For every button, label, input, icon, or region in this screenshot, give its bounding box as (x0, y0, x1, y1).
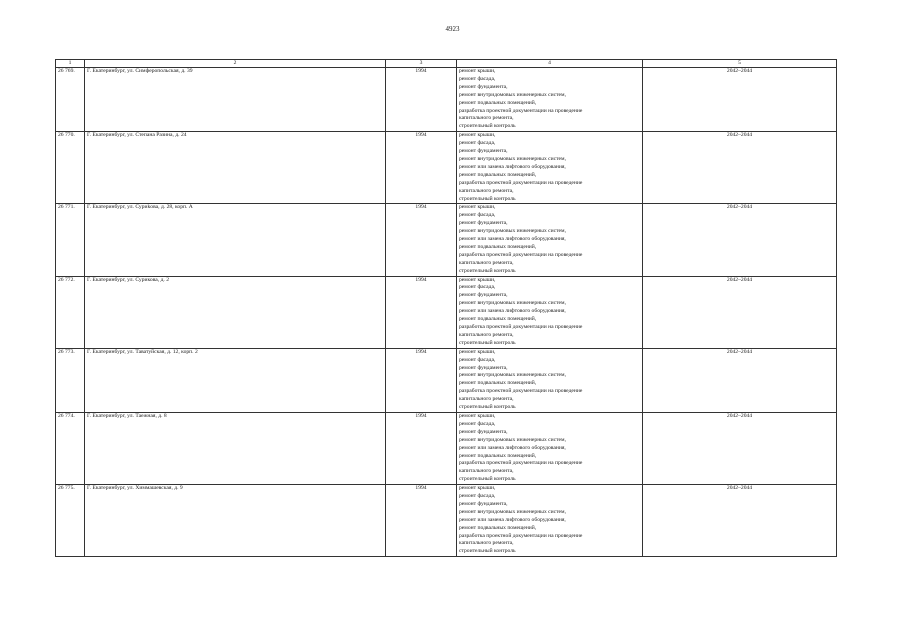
table-row (56, 276, 837, 348)
work-item: ремонт фундамента, (459, 83, 508, 90)
row-number: 26 774. (56, 412, 85, 484)
work-item: ремонт внутридомовых инженерных систем, (459, 228, 566, 235)
building-address: Г. Екатеринбург, ул. Таватуйская, д. 12, корп. 2 (85, 348, 386, 412)
build-year: 1994 (386, 204, 457, 276)
row-number: 26 770. (56, 132, 85, 204)
work-item: ремонт крыши, (459, 485, 496, 492)
work-item: ремонт внутридомовых инженерных систем, (459, 436, 566, 443)
work-item: строительный контроль (459, 476, 516, 483)
work-item: строительный контроль (459, 123, 516, 130)
work-item: ремонт внутридомовых инженерных систем, (459, 91, 566, 98)
table-row (56, 132, 837, 204)
work-item: ремонт крыши, (459, 68, 496, 74)
works-list (457, 412, 643, 484)
work-item: ремонт фундамента, (459, 500, 508, 507)
work-item: ремонт фасада, (459, 212, 496, 219)
work-item: разработка проектной документации на проведение (459, 179, 583, 186)
work-item: ремонт подвальных помещений, (459, 243, 537, 250)
row-number: 26 773. (56, 348, 85, 412)
header-row (56, 60, 837, 68)
work-item: строительный контроль (459, 267, 516, 274)
work-item: ремонт внутридомовых инженерных систем, (459, 372, 566, 379)
table-row (56, 485, 837, 557)
work-item: капитального ремонта, (459, 540, 514, 547)
work-item: ремонт крыши, (459, 204, 496, 211)
page-number: 4923 (445, 25, 460, 33)
column-header-4: 4 (457, 60, 643, 68)
work-item: ремонт крыши, (459, 132, 496, 139)
build-year: 1994 (386, 132, 457, 204)
work-item: ремонт фасада, (459, 140, 496, 147)
work-item: ремонт фасада, (459, 493, 496, 500)
work-item: капитального ремонта, (459, 115, 514, 122)
work-item: ремонт внутридомовых инженерных систем, (459, 508, 566, 515)
building-address: Г. Екатеринбург, ул. Химмашевская, д. 9 (85, 485, 386, 557)
work-item: строительный контроль (459, 404, 516, 411)
work-item: ремонт фасада, (459, 75, 496, 82)
repair-period: 2042–2044 (643, 348, 837, 412)
repair-period: 2042–2044 (643, 204, 837, 276)
work-item: ремонт или замена лифтового оборудования, (459, 163, 566, 170)
works-list (457, 485, 643, 557)
work-item: ремонт подвальных помещений, (459, 316, 537, 323)
works-list (457, 348, 643, 412)
build-year: 1994 (386, 348, 457, 412)
work-item: разработка проектной документации на проведение (459, 388, 583, 395)
work-item: капитального ремонта, (459, 468, 514, 475)
work-item: ремонт внутридомовых инженерных систем, (459, 300, 566, 307)
column-header-1: 1 (56, 60, 85, 68)
works-list (457, 68, 643, 132)
table-row (56, 412, 837, 484)
work-item: капитального ремонта, (459, 396, 514, 403)
work-item: ремонт подвальных помещений, (459, 524, 537, 531)
row-number: 26 769. (56, 68, 85, 132)
work-item: строительный контроль (459, 548, 516, 555)
table-body (56, 68, 837, 557)
work-item: ремонт подвальных помещений, (459, 380, 537, 387)
work-item: ремонт фасада, (459, 284, 496, 291)
work-item: ремонт или замена лифтового оборудования, (459, 308, 566, 315)
work-item: ремонт фундамента, (459, 292, 508, 299)
repair-period: 2042–2044 (643, 412, 837, 484)
column-header-2: 2 (85, 60, 386, 68)
work-item: разработка проектной документации на проведение (459, 107, 583, 114)
work-item: капитального ремонта, (459, 259, 514, 266)
row-number: 26 775. (56, 485, 85, 557)
work-item: ремонт фундамента, (459, 364, 508, 371)
work-item: строительный контроль (459, 195, 516, 202)
work-item: ремонт крыши, (459, 348, 496, 355)
work-item: ремонт подвальных помещений, (459, 99, 537, 106)
building-address: Г. Екатеринбург, ул. Таежная, д. 8 (85, 412, 386, 484)
work-item: ремонт крыши, (459, 276, 496, 283)
building-address: Г. Екатеринбург, ул. Симферопольская, д. 39 (85, 68, 386, 132)
work-item: ремонт фасада, (459, 356, 496, 363)
work-item: ремонт подвальных помещений, (459, 452, 537, 459)
repair-period: 2042–2044 (643, 132, 837, 204)
building-address: Г. Екатеринбург, ул. Суриkoва, д. 28, корп. А (85, 204, 386, 276)
build-year: 1994 (386, 412, 457, 484)
build-year: 1994 (386, 68, 457, 132)
work-item: ремонт или замена лифтового оборудования, (459, 236, 566, 243)
repair-period: 2042–2044 (643, 276, 837, 348)
work-item: ремонт или замена лифтового оборудования, (459, 444, 566, 451)
building-address: Г. Екатеринбург, ул. Сурикова, д. 2 (85, 276, 386, 348)
repair-registry-table (55, 59, 837, 557)
build-year: 1994 (386, 276, 457, 348)
work-item: ремонт или замена лифтового оборудования, (459, 516, 566, 523)
column-header-3: 3 (386, 60, 457, 68)
repair-period: 2042–2044 (643, 68, 837, 132)
work-item: капитального ремонта, (459, 331, 514, 338)
work-item: ремонт фундамента, (459, 220, 508, 227)
row-number: 26 771. (56, 204, 85, 276)
row-number: 26 772. (56, 276, 85, 348)
column-header-5: 5 (643, 60, 837, 68)
works-list (457, 132, 643, 204)
work-item: разработка проектной документации на проведение (459, 251, 583, 258)
work-item: капитального ремонта, (459, 187, 514, 194)
works-list (457, 276, 643, 348)
work-item: ремонт фасада, (459, 420, 496, 427)
building-address: Г. Екатеринбург, ул. Степана Разина, д. 24 (85, 132, 386, 204)
work-item: ремонт крыши, (459, 412, 496, 419)
works-list (457, 204, 643, 276)
work-item: разработка проектной документации на проведение (459, 460, 583, 467)
table-row (56, 204, 837, 276)
work-item: ремонт подвальных помещений, (459, 171, 537, 178)
work-item: разработка проектной документации на проведение (459, 324, 583, 330)
work-item: ремонт внутридомовых инженерных систем, (459, 155, 566, 162)
repair-period: 2042–2044 (643, 485, 837, 557)
table-row (56, 68, 837, 132)
build-year: 1994 (386, 485, 457, 557)
work-item: разработка проектной документации на проведение (459, 532, 583, 539)
work-item: ремонт фундамента, (459, 148, 508, 155)
table-row (56, 348, 837, 412)
work-item: ремонт фундамента, (459, 428, 508, 435)
work-item: строительный контроль (459, 339, 516, 346)
